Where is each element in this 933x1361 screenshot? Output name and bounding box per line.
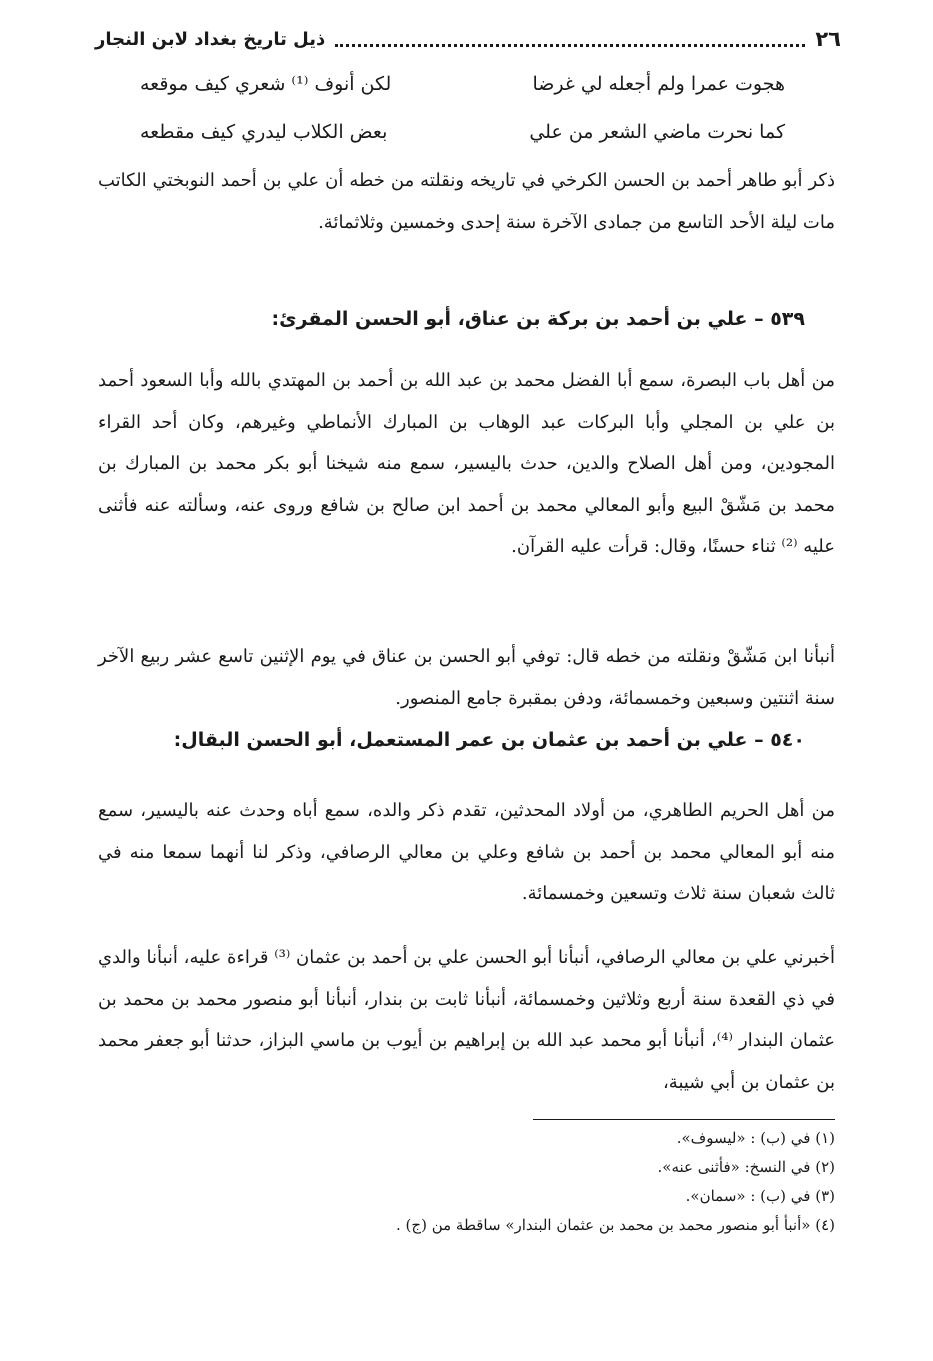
verse-hemistich-first: هجوت عمرا ولم أجعله لي غرضا <box>532 73 785 95</box>
entry-title-539: ٥٣٩ – علي بن أحمد بن بركة بن عناق، أبو الحسن المقرئ: <box>271 308 805 330</box>
paragraph: أنبأنا ابن مَشّقْ ونقلته من خطه قال: توفي أبو الحسن بن عناق في يوم الإثنين تاسع عشر ربيع الآخر سنة اثنتين وسبعين وخمسمائة، ودفن بمقبرة جامع المنصور. <box>98 646 835 709</box>
paragraph: أخبرني علي بن معالي الرصافي، أنبأنا أبو الحسن علي بن أحمد بن عثمان ⁽³⁾ قراءة عليه، أنبأنا والدي في ذي القعدة سنة أربع وثلاثين وخمسمائة، أنبأنا ثابت بن بندار، أنبأنا أبو منصور محمد بن محمد بن عثمان البندار ⁽⁴⁾، أنبأنا أبو محمد عبد الله بن إبراهيم بن أيوب بن ماسي البزاز، حدثنا أبو جعفر محمد بن عثمان بن أبي شيبة، <box>98 947 836 1093</box>
poem-verse <box>140 60 785 108</box>
footnotes <box>98 1124 835 1240</box>
verse-hemistich-second: بعض الكلاب ليدري كيف مقطعه <box>140 121 388 143</box>
paragraph: ذكر أبو طاهر أحمد بن الحسن الكرخي في تاريخه ونقلته من خطه أن علي بن أحمد النوبختي الكاتب مات ليلة الأحد التاسع من جمادى الآخرة سنة إحدى وخمسين وثلاثمائة. <box>98 170 835 233</box>
footnote: (٣) في (ب) : «سمان». <box>685 1187 835 1205</box>
page-number: ٢٦ <box>815 27 841 51</box>
footnote: (٤) «أنبأ أبو منصور محمد بن محمد بن عثمان البندار» ساقطة من (ج) . <box>396 1216 835 1234</box>
footnote: (٢) في النسخ: «فأثنى عنه». <box>657 1158 835 1176</box>
poem-verse <box>140 108 785 156</box>
poem <box>140 60 785 156</box>
verse-hemistich-first: كما نحرت ماضي الشعر من علي <box>529 121 785 143</box>
verse-hemistich-second: لكن أنوف ⁽¹⁾ شعري كيف موقعه <box>140 73 392 95</box>
paragraph: من أهل باب البصرة، سمع أبا الفضل محمد بن عبد الله بن أحمد بن المهتدي بالله وأبا السعود أحمد بن علي بن المجلي وأبا البركات عبد الوهاب بن المبارك الأنماطي وغيرهم، وكان أحد القراء المجودين، ومن أهل الصلاح والدين، حدث باليسير، سمع منه شيخنا أبو بكر محمد بن المبارك بن محمد بن مَشّقْ البيع وأبو المعالي محمد بن أحمد ابن صالح بن شافع وروى عنه، وسألته عنه فأثنى عليه ⁽²⁾ ثناء حسنًا، وقال: قرأت عليه القرآن. <box>98 370 835 557</box>
footnote: (١) في (ب) : «ليسوف». <box>676 1129 835 1147</box>
paragraph: من أهل الحريم الطاهري، من أولاد المحدثين، تقدم ذكر والده، سمع أباه وحدث عنه باليسير، سمع منه أبو المعالي محمد بن أحمد بن شافع وعلي بن معالي الرصافي، وذكر لنا أنهما سمعا منه في ثالث شعبان سنة ثلاث وتسعين وخمسمائة. <box>98 800 835 904</box>
footnote-separator <box>533 1119 835 1120</box>
page-header <box>95 22 841 56</box>
entry-title-540: ٥٤٠ – علي بن أحمد بن عثمان بن عمر المستعمل، أبو الحسن البقال: <box>173 729 805 751</box>
header-dot-leader <box>335 44 805 47</box>
running-title: ذيل تاريخ بغداد لابن النجار <box>95 28 326 50</box>
